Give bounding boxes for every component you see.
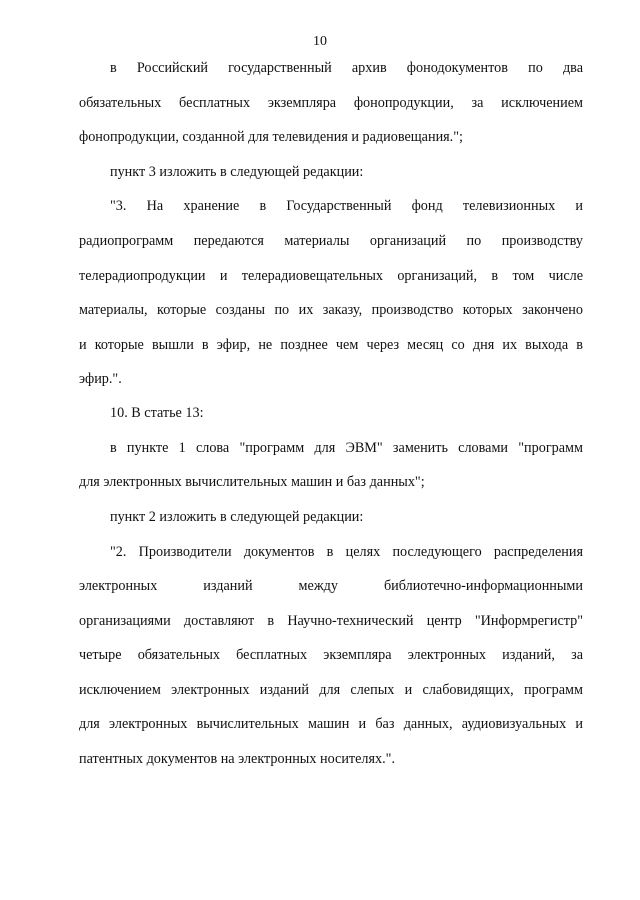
text-line: обязательных бесплатных экземпляра фонопродукции, за исключением [79,95,583,111]
text-line: телерадиопродукции и телерадиовещательных организаций, в том числе [79,268,583,284]
text-line: пункт 2 изложить в следующей редакции: [110,509,364,525]
text-line: четыре обязательных бесплатных экземпляра электронных изданий, за [79,647,583,663]
text-line: пункт 3 изложить в следующей редакции: [110,164,364,180]
text-line: "2. Производители документов в целях последующего распределения [110,544,583,560]
text-line: в Российский государственный архив фонодокументов по два [110,60,583,76]
text-line: исключением электронных изданий для слепых и слабовидящих, программ [79,682,583,698]
page-number: 10 [313,34,327,49]
text-line: и которые вышли в эфир, не позднее чем через месяц со дня их выхода в [79,337,583,353]
text-line: электронных изданий между библиотечно-информационными [79,578,583,594]
text-line: в пункте 1 слова "программ для ЭВМ" заменить словами "программ [110,440,583,456]
text-line: радиопрограмм передаются материалы организаций по производству [79,233,583,249]
article-heading: 10. В статье 13: [110,405,204,421]
text-line: эфир.". [79,371,122,387]
text-line: фонопродукции, созданной для телевидения и радиовещания."; [79,129,463,145]
text-line: патентных документов на электронных носителях.". [79,751,395,767]
text-line: материалы, которые созданы по их заказу, производство которых закончено [79,302,583,318]
text-line: организациями доставляют в Научно-технический центр "Информрегистр" [79,613,583,629]
text-line: "3. На хранение в Государственный фонд телевизионных и [110,198,583,214]
text-line: для электронных вычислительных машин и баз данных, аудиовизуальных и [79,716,583,732]
text-line: для электронных вычислительных машин и баз данных"; [79,474,425,490]
